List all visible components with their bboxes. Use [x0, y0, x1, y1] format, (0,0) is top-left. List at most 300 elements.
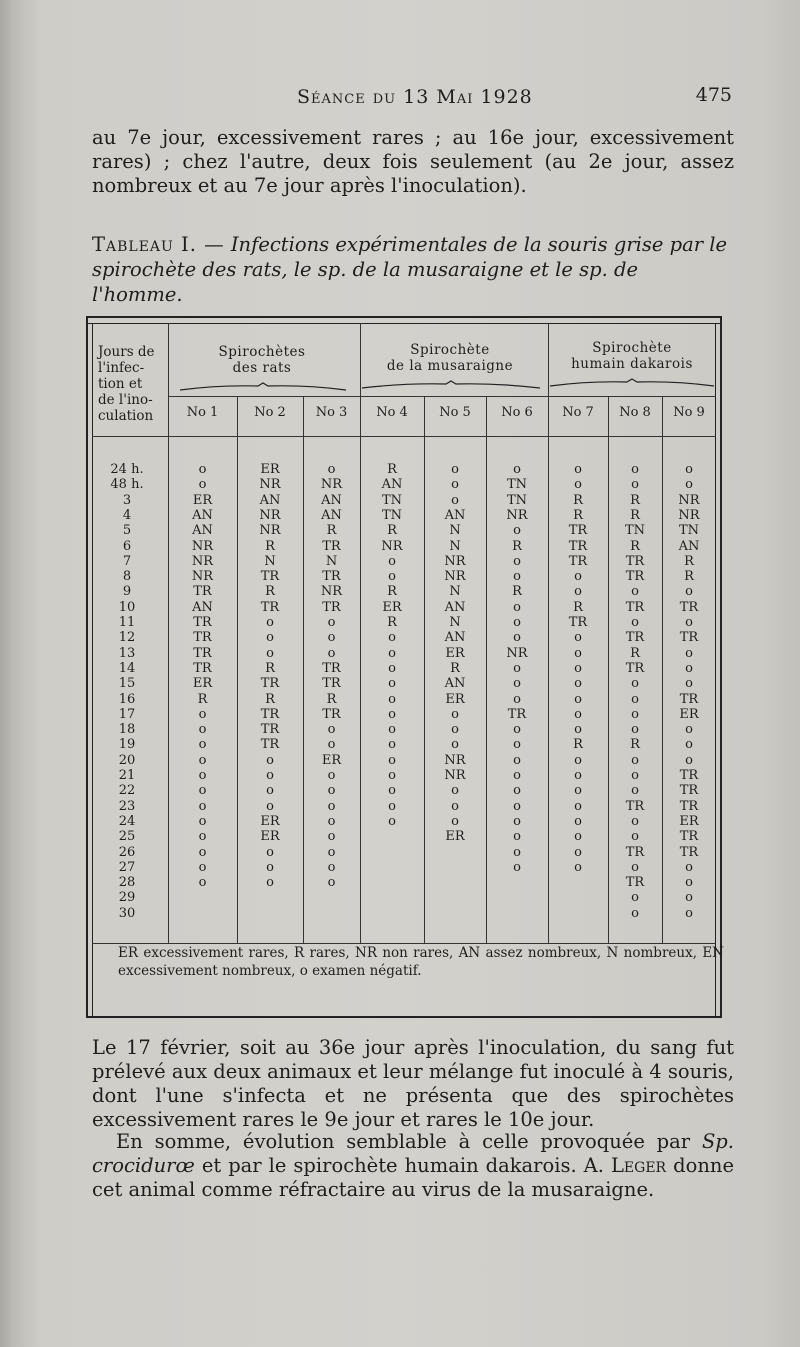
table-cell: o: [388, 752, 396, 768]
group-musaraigne: [358, 342, 542, 374]
table-cell: o: [574, 752, 582, 768]
table-cell: o: [388, 691, 396, 707]
table-cell: TR: [625, 599, 645, 615]
table-cell: ER: [192, 492, 213, 508]
day-label: 10: [118, 599, 136, 615]
table-cell: AN: [444, 630, 466, 646]
group-rats-line1: Spirochètes: [218, 344, 306, 360]
table-cell: o: [574, 630, 582, 646]
table-cell: o: [266, 752, 274, 768]
table-cell: o: [388, 569, 396, 585]
column-label: No 2: [254, 405, 286, 420]
column-label: No 1: [186, 405, 219, 420]
table-cell: TR: [322, 706, 341, 722]
table-cell: o: [451, 813, 459, 829]
table-cell: AN: [259, 492, 281, 508]
table-cell: ER: [260, 813, 280, 829]
table-cell: o: [198, 813, 207, 829]
table-cell: o: [451, 737, 459, 753]
table-cell: TR: [322, 676, 341, 692]
day-label: 24 h.: [110, 462, 144, 477]
table-cell: o: [685, 676, 693, 692]
table-cell: NR: [678, 492, 700, 508]
group-humain-line1: Spirochète: [592, 340, 672, 356]
running-head-title: Séance du 13 Mai 1928: [297, 86, 533, 108]
running-head: [92, 84, 732, 114]
table-cell: o: [513, 813, 521, 829]
table-cell: N: [449, 538, 461, 554]
group-rats-line2: des rats: [232, 360, 292, 376]
table-cell: TR: [193, 660, 212, 676]
table-cell: R: [326, 523, 337, 539]
day-label: 11: [118, 615, 136, 630]
table-cell: o: [451, 477, 459, 493]
table-cell: TR: [679, 691, 699, 707]
table-cell: o: [198, 859, 207, 875]
table-cell: o: [574, 676, 582, 692]
paragraph-1: au 7e jour, excessivement rares ; au 16e jour, excessivement rares) ; chez l'autre, deux fois seulement (au 2e jour, assez nombreux et au 7e jour après l'inoculation).: [92, 126, 734, 197]
table-cell: o: [513, 630, 521, 646]
table-cell: TR: [260, 706, 280, 722]
table-cell: o: [266, 768, 274, 783]
table-cell: o: [513, 660, 521, 676]
table-cell: o: [198, 768, 207, 783]
table-cell: TN: [506, 477, 528, 493]
table-cell: o: [574, 798, 582, 814]
table-cell: o: [513, 599, 521, 615]
table-cell: TR: [568, 523, 588, 539]
table-cell: R: [197, 691, 208, 707]
table-cell: NR: [444, 553, 466, 569]
table-cell: o: [631, 584, 639, 600]
para3-species: Sp. crocidurœ: [92, 1130, 734, 1177]
stub-head: [98, 344, 168, 424]
stub-head-line: de l'ino-: [98, 392, 153, 408]
table-cell: ER: [260, 829, 280, 845]
para3-a: En somme, évolution semblable à celle provoquée par: [116, 1130, 691, 1153]
table-cell: o: [388, 798, 396, 814]
table-cell: N: [264, 553, 276, 569]
table-cell: R: [265, 584, 275, 600]
table-cell: TR: [625, 798, 645, 814]
day-label: 29: [118, 890, 136, 906]
table-cell: o: [388, 722, 396, 738]
table-cell: TR: [679, 798, 699, 814]
table-cell: NR: [191, 569, 214, 585]
table-cell: TR: [625, 875, 645, 891]
table-cell: TR: [679, 783, 699, 799]
day-label: 6: [122, 538, 132, 554]
table-cell: o: [685, 752, 693, 768]
table-cell: NR: [259, 523, 281, 539]
table-cell: R: [573, 737, 583, 753]
table-cell: TN: [381, 507, 403, 523]
table-cell: o: [513, 829, 521, 845]
table-cell: o: [574, 584, 582, 600]
table-cell: o: [513, 676, 521, 692]
table-cell: o: [631, 706, 639, 722]
table-cell: TR: [322, 569, 341, 585]
table-cell: TR: [568, 553, 588, 569]
table-cell: R: [684, 569, 694, 585]
table-cell: ER: [445, 691, 465, 707]
table-cell: NR: [259, 507, 281, 523]
table-cell: TR: [260, 599, 280, 615]
table-cell: o: [327, 630, 336, 646]
table-cell: AN: [192, 599, 213, 615]
table-cell: o: [513, 615, 521, 630]
table-cell: o: [327, 783, 336, 799]
day-label: 24: [118, 813, 136, 829]
table-cell: NR: [320, 477, 343, 493]
table-cell: o: [685, 905, 693, 921]
column-label: No 7: [562, 405, 594, 420]
table-cell: o: [388, 645, 396, 661]
table-cell: o: [574, 813, 582, 829]
table-cell: o: [327, 645, 336, 661]
table-cell: o: [388, 783, 396, 799]
brace-rats: [178, 382, 348, 392]
table-cell: o: [327, 722, 336, 738]
table-cell: TN: [381, 492, 403, 508]
day-label: 19: [118, 737, 136, 753]
day-label: 3: [122, 492, 132, 508]
stub-head-line: l'infec-: [98, 360, 145, 376]
table-cell: NR: [506, 645, 528, 661]
table-cell: NR: [444, 752, 466, 768]
table-cell: ER: [321, 752, 342, 768]
table-cell: o: [574, 783, 582, 799]
table-cell: R: [630, 538, 640, 554]
table-cell: o: [451, 706, 459, 722]
table-cell: o: [513, 859, 521, 875]
day-label: 14: [118, 660, 136, 676]
table-cell: o: [631, 859, 639, 875]
table-cell: o: [513, 722, 521, 738]
caption-text: Infections expérimentales de la souris grise par le spirochète des rats, le sp. de la musaraigne et le sp. de l'homme.: [92, 233, 728, 306]
table-cell: R: [265, 691, 275, 707]
table-cell: NR: [191, 538, 214, 554]
table-cell: N: [449, 584, 461, 600]
table-cell: NR: [678, 507, 700, 523]
table-cell: o: [388, 660, 396, 676]
table-cell: TR: [568, 538, 588, 554]
table-cell: o: [198, 477, 207, 493]
table-cell: o: [327, 844, 336, 860]
table-cell: o: [327, 829, 336, 845]
table-cell: o: [451, 798, 459, 814]
table-cell: NR: [444, 569, 466, 585]
para3-c: donne cet animal comme réfractaire au virus de la musaraigne.: [92, 1154, 735, 1201]
table-cell: o: [685, 615, 693, 630]
table-cell: TN: [678, 523, 700, 539]
para3-b: et par le spirochète humain dakarois. A.: [201, 1154, 604, 1177]
table-cell: o: [198, 875, 207, 891]
table-cell: o: [574, 691, 582, 707]
table-cell: o: [631, 829, 639, 845]
table-cell: o: [513, 768, 521, 783]
table-cell: R: [387, 615, 397, 630]
table-cell: o: [513, 798, 521, 814]
stub-head-line: culation: [98, 408, 154, 424]
table-cell: o: [198, 783, 207, 799]
table-cell: R: [573, 507, 583, 523]
table-cell: R: [387, 584, 397, 600]
table-cell: o: [327, 875, 336, 891]
table-cell: TR: [260, 737, 280, 753]
table-cell: o: [327, 859, 336, 875]
table-cell: o: [327, 615, 336, 630]
table-cell: o: [631, 676, 639, 692]
table-cell: o: [198, 798, 207, 814]
table-cell: NR: [381, 538, 403, 554]
table-cell: o: [631, 890, 639, 906]
day-label: 16: [118, 691, 136, 707]
caption-head: Tableau I. —: [92, 233, 225, 256]
table-cell: o: [198, 737, 207, 753]
day-label: 48 h.: [110, 477, 144, 493]
table-cell: o: [388, 768, 396, 783]
table-cell: NR: [444, 768, 466, 783]
table-cell: o: [266, 859, 274, 875]
table-cell: TR: [260, 722, 280, 738]
row-rule: [168, 396, 716, 397]
day-label: 4: [122, 507, 132, 523]
day-label: 25: [118, 829, 136, 845]
table-cell: AN: [444, 599, 466, 615]
table-cell: o: [388, 737, 396, 753]
table-cell: AN: [321, 492, 342, 508]
table-cell: o: [574, 660, 582, 676]
day-label: 13: [118, 645, 136, 661]
table-cell: NR: [191, 553, 214, 569]
table-cell: o: [631, 691, 639, 707]
table-cell: TR: [193, 584, 212, 600]
table-cell: TR: [260, 569, 280, 585]
table-cell: R: [630, 645, 640, 661]
table-cell: R: [684, 553, 694, 569]
table-cell: o: [198, 462, 207, 477]
table-cell: AN: [444, 507, 466, 523]
group-humain: [548, 340, 716, 372]
table-cell: TN: [506, 492, 528, 508]
table-cell: TR: [193, 630, 212, 646]
table-cell: ER: [679, 813, 699, 829]
table-cell: o: [574, 722, 582, 738]
table-cell: R: [450, 660, 460, 676]
group-musaraigne-line2: de la musaraigne: [386, 358, 514, 374]
stub-head-line: tion et: [98, 376, 143, 392]
table-cell: AN: [381, 477, 403, 493]
table-cell: o: [451, 492, 459, 508]
table-cell: TR: [322, 538, 341, 554]
day-label: 18: [118, 722, 136, 738]
table-cell: ER: [260, 462, 280, 477]
table-cell: o: [513, 569, 521, 585]
day-label: 20: [118, 752, 136, 768]
day-label: 9: [122, 584, 132, 600]
table-cell: o: [266, 615, 274, 630]
table-cell: AN: [192, 523, 213, 539]
table-cell: ER: [445, 829, 465, 845]
table-cell: TN: [624, 523, 646, 539]
table-cell: o: [574, 859, 582, 875]
table-caption: [92, 232, 734, 307]
table-cell: o: [266, 875, 274, 891]
table-cell: o: [685, 477, 693, 493]
table-cell: o: [631, 905, 639, 921]
table-cell: TR: [322, 660, 341, 676]
table-cell: R: [387, 523, 397, 539]
column-label: No 8: [619, 405, 651, 420]
table-cell: o: [685, 660, 693, 676]
table-cell: o: [451, 722, 459, 738]
column-label: No 4: [376, 405, 408, 420]
table-cell: ER: [445, 645, 465, 661]
table-cell: o: [451, 783, 459, 799]
table-cell: AN: [444, 676, 466, 692]
stub-head-line: Jours de: [98, 344, 155, 360]
table-cell: o: [685, 890, 693, 906]
table-cell: TR: [625, 844, 645, 860]
column-label: No 6: [501, 405, 533, 420]
table-cell: o: [388, 676, 396, 692]
table-cell: TR: [625, 569, 645, 585]
table-cell: o: [574, 645, 582, 661]
table-cell: o: [327, 768, 336, 783]
table-cell: R: [265, 538, 275, 554]
table-cell: o: [388, 813, 396, 829]
table-cell: o: [631, 615, 639, 630]
table-cell: o: [388, 706, 396, 722]
table-cell: TR: [679, 844, 699, 860]
table-cell: TR: [679, 599, 699, 615]
table-cell: o: [451, 462, 459, 477]
data-table: [86, 316, 722, 1018]
table-cell: AN: [678, 538, 700, 554]
paragraph-3: [92, 1130, 734, 1202]
table-cell: o: [574, 768, 582, 783]
day-label: 12: [118, 630, 136, 646]
table-cell: AN: [321, 507, 342, 523]
table-cell: TR: [568, 615, 588, 630]
table-cell: R: [326, 691, 337, 707]
table-cell: o: [631, 768, 639, 783]
table-cell: o: [574, 477, 582, 493]
table-cell: o: [685, 722, 693, 738]
table-cell: o: [631, 752, 639, 768]
table-cell: R: [512, 584, 522, 600]
table-cell: o: [685, 584, 693, 600]
table-cell: o: [513, 737, 521, 753]
para3-author: Leger: [610, 1154, 667, 1177]
table-cell: o: [513, 691, 521, 707]
table-cell: o: [685, 875, 693, 891]
table-cell: TR: [679, 768, 699, 783]
page-number: 475: [695, 84, 732, 106]
table-cell: o: [574, 844, 582, 860]
table-cell: R: [265, 660, 275, 676]
table-cell: o: [388, 553, 396, 569]
table-cell: o: [266, 783, 274, 799]
table-cell: o: [685, 859, 693, 875]
table-cell: o: [266, 630, 274, 646]
table-cell: R: [630, 507, 640, 523]
day-label: 26: [118, 844, 136, 860]
table-cell: o: [266, 645, 274, 661]
table-cell: o: [513, 553, 521, 569]
brace-musaraigne: [360, 380, 542, 390]
table-cell: NR: [320, 584, 343, 600]
table-cell: o: [327, 737, 336, 753]
table-cell: o: [198, 829, 207, 845]
table-cell: o: [513, 752, 521, 768]
group-musaraigne-line1: Spirochète: [410, 342, 490, 358]
table-cell: ER: [192, 676, 213, 692]
table-cell: ER: [679, 706, 699, 722]
table-cell: R: [387, 462, 397, 477]
table-cell: TR: [625, 630, 645, 646]
day-label: 17: [118, 706, 136, 722]
column-label: No 5: [439, 405, 471, 420]
day-label: 30: [118, 905, 136, 921]
table-cell: o: [574, 462, 582, 477]
table-legend: ER excessivement rares, R rares, NR non rares, AN assez nombreux, N nombreux, EN excessivement nombreux, o examen négatif.: [118, 945, 724, 979]
table-cell: o: [685, 737, 693, 753]
column-label: No 9: [673, 405, 705, 420]
table-cell: o: [685, 645, 693, 661]
day-label: 22: [118, 783, 136, 799]
column-label: No 3: [315, 405, 348, 420]
table-cell: TR: [260, 676, 280, 692]
day-label: 28: [118, 875, 136, 891]
day-label: 7: [122, 553, 132, 569]
table-cell: o: [574, 706, 582, 722]
table-cell: AN: [192, 507, 213, 523]
group-rats: [178, 344, 346, 376]
table-cell: o: [685, 462, 693, 477]
table-cell: o: [198, 844, 207, 860]
day-label: 5: [122, 523, 132, 539]
table-cell: o: [327, 813, 336, 829]
table-cell: TR: [679, 829, 699, 845]
table-cell: N: [449, 615, 461, 630]
table-cell: o: [327, 462, 336, 477]
table-cell: R: [630, 737, 640, 753]
table-cell: o: [513, 783, 521, 799]
day-label: 23: [118, 798, 136, 814]
table-cell: o: [513, 462, 521, 477]
table-cell: o: [327, 798, 336, 814]
day-label: 21: [118, 768, 136, 783]
day-label: 8: [122, 569, 132, 585]
table-cell: R: [512, 538, 522, 554]
table-cell: o: [513, 844, 521, 860]
table-cell: N: [449, 523, 461, 539]
table-cell: o: [198, 722, 207, 738]
table-cell: o: [198, 706, 207, 722]
table-cell: o: [266, 844, 274, 860]
table-cell: TR: [679, 630, 699, 646]
table-cell: o: [631, 462, 639, 477]
brace-humain: [548, 378, 716, 388]
table-cell: o: [631, 477, 639, 493]
table-cell: ER: [382, 599, 402, 615]
table-cell: o: [631, 722, 639, 738]
group-humain-line2: humain dakarois: [571, 356, 693, 372]
table-cell: o: [513, 523, 521, 539]
table-cell: TR: [193, 615, 212, 630]
